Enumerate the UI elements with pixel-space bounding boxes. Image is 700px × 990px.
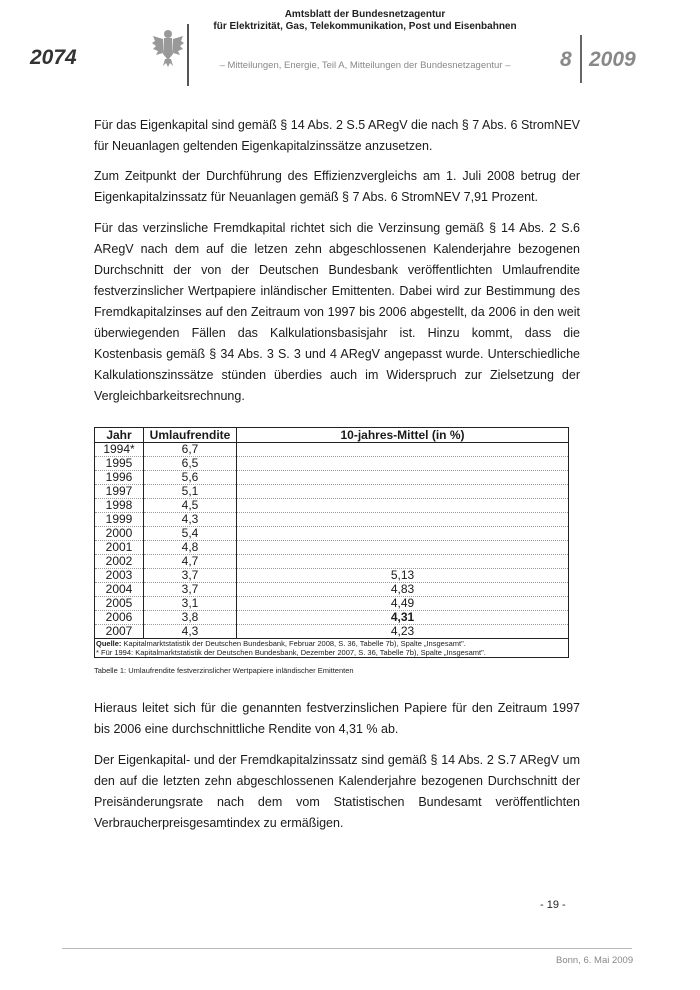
table-source: [95, 639, 569, 649]
cell-year: 2003: [95, 569, 144, 583]
cell-yield: 4,3: [144, 625, 237, 639]
gazette-title-line2: für Elektrizität, Gas, Telekommunikation, Post und Eisenbahnen: [213, 21, 517, 32]
table-footnote: * Für 1994: Kapitalmarktstatistik der Deutschen Bundesbank, Dezember 2007, S. 36, Tabelle 7b), Spalte „Insgesamt".: [96, 648, 486, 657]
table-row: [95, 527, 569, 541]
page-indicator: - 19 -: [540, 899, 566, 911]
cell-yield: 3,7: [144, 583, 237, 597]
issue-divider: [580, 35, 582, 83]
cell-mean: 5,13: [237, 569, 569, 583]
table-row: [95, 583, 569, 597]
cell-year: 1994*: [95, 443, 144, 457]
table-row: [95, 471, 569, 485]
cell-year: 2002: [95, 555, 144, 569]
cell-yield: 3,8: [144, 611, 237, 625]
col-header-10yr-mean: 10-jahres-Mittel (in %): [237, 428, 569, 443]
cell-mean: [237, 541, 569, 555]
table-footnote-row: [95, 648, 569, 658]
table-source-row: [95, 639, 569, 649]
paragraph-average-yield: Hieraus leitet sich für die genannten festverzinslichen Papiere für den Zeitraum 1997 bis 2006 eine durchschnittliche Rendite von 4,31 % ab.: [94, 701, 580, 736]
gazette-title-line1: Amtsblatt der Bundesnetzagentur: [284, 9, 446, 20]
cell-year: 2001: [95, 541, 144, 555]
table-row: [95, 513, 569, 527]
col-header-yield: Umlaufrendite: [144, 428, 237, 443]
cell-yield: 4,5: [144, 499, 237, 513]
table-row: [95, 625, 569, 639]
table-row: [95, 555, 569, 569]
cell-year: 2004: [95, 583, 144, 597]
cell-year: 2006: [95, 611, 144, 625]
cell-mean: [237, 513, 569, 527]
paragraph-equity-rate: Zum Zeitpunkt der Durchführung des Effizienzvergleichs am 1. Juli 2008 betrug der Eigenkapitalzinssatz für Neuanlagen gemäß § 7 Abs. 6 StromNEV 7,91 Prozent.: [94, 169, 580, 204]
table-row: [95, 499, 569, 513]
paragraph-equity: Für das Eigenkapital sind gemäß § 14 Abs. 2 S.5 ARegV die nach § 7 Abs. 6 StromNEV für Neuanlagen geltenden Eigenkapitalzinssätze anzusetzen.: [94, 118, 580, 153]
cell-yield: 4,8: [144, 541, 237, 555]
cell-yield: 3,1: [144, 597, 237, 611]
cell-yield: 4,7: [144, 555, 237, 569]
table-row: [95, 443, 569, 457]
cell-year: 2000: [95, 527, 144, 541]
table-row: [95, 597, 569, 611]
yield-table: [94, 427, 569, 658]
footer-date: Bonn, 6. Mai 2009: [556, 955, 634, 966]
federal-eagle-icon: [152, 28, 184, 68]
issue-number: 8: [560, 48, 572, 71]
col-header-year: Jahr: [95, 428, 144, 443]
cell-mean: [237, 527, 569, 541]
table-row: [95, 611, 569, 625]
gazette-subtitle: – Mitteilungen, Energie, Teil A, Mitteilungen der Bundesnetzagentur –: [219, 60, 511, 71]
cell-year: 2005: [95, 597, 144, 611]
cell-year: 1999: [95, 513, 144, 527]
table-caption: Tabelle 1: Umlaufrendite festverzinslicher Wertpapiere inländischer Emittenten: [94, 666, 354, 675]
cell-yield: 6,7: [144, 443, 237, 457]
table-row: [95, 457, 569, 471]
cell-yield: 5,6: [144, 471, 237, 485]
cell-mean: [237, 457, 569, 471]
cell-year: 1997: [95, 485, 144, 499]
cell-year: 2007: [95, 625, 144, 639]
source-label: Quelle:: [96, 639, 122, 648]
table-row: [95, 485, 569, 499]
cell-year: 1998: [95, 499, 144, 513]
cell-mean: 4,49: [237, 597, 569, 611]
cell-mean: [237, 443, 569, 457]
table-header-row: [95, 428, 569, 443]
cell-mean-highlight: 4,31: [237, 611, 569, 625]
cell-yield: 4,3: [144, 513, 237, 527]
source-text: Kapitalmarktstatistik der Deutschen Bundesbank, Februar 2008, S. 36, Tabelle 7b), Spalte „Insgesamt".: [121, 639, 466, 648]
paragraph-inflation-adjustment: Der Eigenkapital- und der Fremdkapitalzinssatz sind gemäß § 14 Abs. 2 S.7 ARegV um den auf die letzten zehn abgeschlossenen Kalenderjahre bezogenen Durchschnitt der Preisänderungsrate nach dem vom Statistischen Bundesamt veröffentlichten Verbraucherpreisgesamtindex zu ermäßigen.: [94, 753, 580, 830]
footer-divider: [62, 948, 632, 949]
page-number: 2074: [30, 46, 77, 69]
cell-yield: 3,7: [144, 569, 237, 583]
cell-mean: [237, 555, 569, 569]
table-row: [95, 541, 569, 555]
cell-mean: [237, 485, 569, 499]
cell-year: 1995: [95, 457, 144, 471]
table-row: [95, 569, 569, 583]
cell-mean: 4,23: [237, 625, 569, 639]
gazette-title: [200, 9, 530, 33]
cell-year: 1996: [95, 471, 144, 485]
cell-yield: 5,4: [144, 527, 237, 541]
cell-yield: 5,1: [144, 485, 237, 499]
cell-mean: [237, 471, 569, 485]
header-divider: [187, 24, 189, 86]
issue-year: 2009: [589, 48, 636, 71]
paragraph-debt-rate: Für das verzinsliche Fremdkapital richtet sich die Verzinsung gemäß § 14 Abs. 2 S.6 ARegV nach dem auf die letzen zehn abgeschlossenen Kalenderjahre bezogenen Durchschnitt der von der Deutschen Bundesbank veröffentlichten Umlaufrendite festverzinslicher Wertpapiere inländischer Emittenten. Dabei wird zur Bestimmung des Fremdkapitalzinses auf den Zeitraum von 1997 bis 2006 abgestellt, da 2006 in den weit überwiegenden Fällen das Kalkulationsbasisjahr ist. Hinzu kommt, dass die Kostenbasis gemäß § 34 Abs. 3 S. 3 und 4 ARegV angepasst wurde. Unterschiedliche Kalkulationszinssätze stünden überdies auch im Widerspruch zur Zielsetzung der Vergleichbarkeitsrechnung.: [94, 221, 580, 403]
cell-mean: [237, 499, 569, 513]
cell-mean: 4,83: [237, 583, 569, 597]
cell-yield: 6,5: [144, 457, 237, 471]
